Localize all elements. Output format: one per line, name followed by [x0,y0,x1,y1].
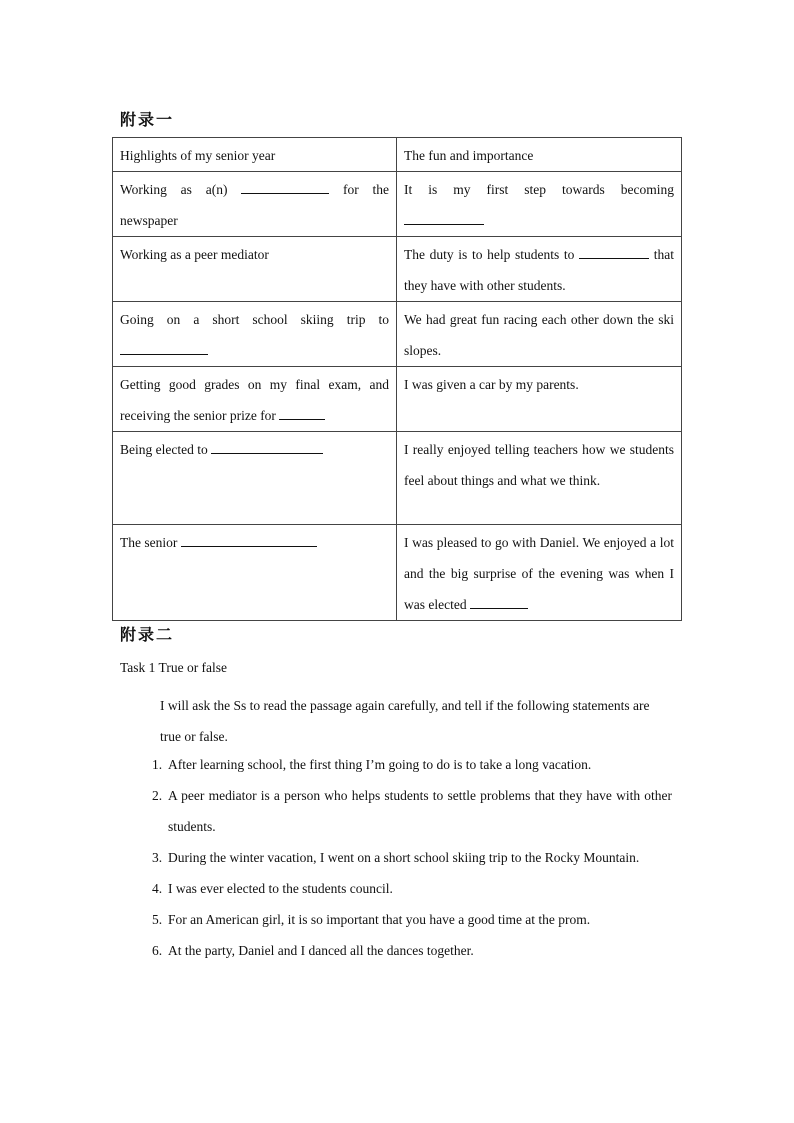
header-highlights: Highlights of my senior year [113,138,397,172]
statement-number: 5. [152,912,163,927]
answer-blank[interactable] [211,439,323,454]
row1-right [397,172,682,237]
table-row [113,172,682,237]
statement-number: 2. [152,788,163,803]
statement-text: After learning school, the first thing I’m going to do is to take a long vacation. [168,757,592,772]
list-item [152,873,672,904]
row4-left [113,367,397,432]
list-item [152,842,672,873]
statement-text: For an American girl, it is so important that you have a good time at the prom. [168,912,591,927]
row3-left-text: Going on a short school skiing trip to [120,312,389,327]
statement-text: I was ever elected to the students council. [168,881,393,896]
row1-right-text: It is my first step towards becoming [404,182,674,197]
task-intro-text: I will ask the Ss to read the passage again carefully, and tell if the following statements are true or false. [160,698,650,744]
answer-blank[interactable] [404,210,484,225]
row2-left-text: Working as a peer mediator [120,247,269,262]
row3-left [113,302,397,367]
task-intro [160,690,672,752]
row5-right [397,432,682,525]
row6-right [397,525,682,621]
statement-number: 4. [152,881,163,896]
appendix-two-heading: 附录二 [120,625,175,644]
statement-text: During the winter vacation, I went on a short school skiing trip to the Rocky Mountain. [168,850,640,865]
list-item [152,904,672,935]
row5-right-text: I really enjoyed telling teachers how we students feel about things and what we think. [404,442,674,488]
row2-right-text: The duty is to help students to [404,247,575,262]
row6-right-text: I was pleased to go with Daniel. We enjoyed a lot and the big surprise of the evening was when I was elected [404,535,674,612]
list-item [152,749,672,780]
table-row [113,302,682,367]
row2-left [113,237,397,302]
table-header-row [113,138,682,172]
row2-right [397,237,682,302]
row4-left-text: Getting good grades on my final exam, and receiving the senior prize for [120,377,389,423]
answer-blank[interactable] [120,340,208,355]
row5-left [113,432,397,525]
highlights-table [112,137,682,621]
row1-left-text-after: for the newspaper [120,182,390,228]
row4-right-text: I was given a car by my parents. [404,377,579,392]
header-fun-importance: The fun and importance [397,138,682,172]
row3-right-text: We had great fun racing each other down the ski slopes. [404,312,674,358]
table-row [113,367,682,432]
table-row [113,525,682,621]
answer-blank[interactable] [279,405,325,420]
row5-left-text: Being elected to [120,442,208,457]
statement-list [152,749,672,966]
row1-left-text: Working as a(n) [120,182,228,197]
statement-text: At the party, Daniel and I danced all the dances together. [168,943,474,958]
row4-right [397,367,682,432]
task-title: Task 1 True or false [120,660,228,675]
table-row [113,237,682,302]
row3-right [397,302,682,367]
statement-number: 3. [152,850,163,865]
table-row [113,432,682,525]
answer-blank[interactable] [181,532,317,547]
appendix-one-heading: 附录一 [120,110,175,129]
list-item [152,780,672,842]
statement-number: 6. [152,943,163,958]
row1-left [113,172,397,237]
answer-blank[interactable] [241,179,329,194]
answer-blank[interactable] [470,594,528,609]
row6-left-text: The senior [120,535,178,550]
statement-number: 1. [152,757,163,772]
statement-text: A peer mediator is a person who helps students to settle problems that they have with other students. [168,788,672,834]
answer-blank[interactable] [579,244,649,259]
list-item [152,935,672,966]
row6-left [113,525,397,621]
row2-right-text-after: that they have with other students. [404,247,674,293]
